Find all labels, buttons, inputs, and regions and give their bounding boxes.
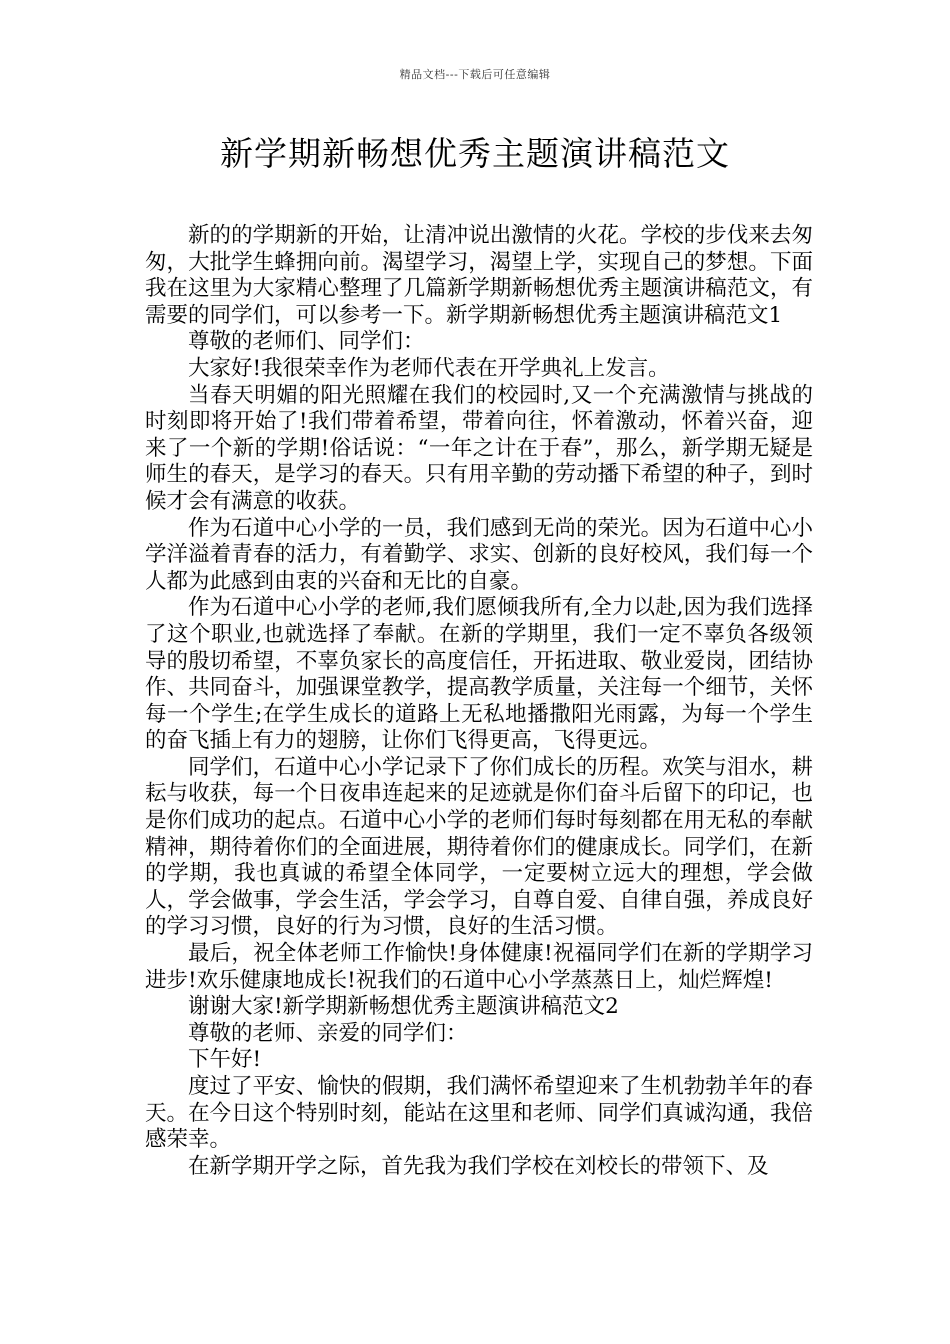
paragraph: 尊敬的老师、亲爱的同学们： [188,1020,468,1046]
paragraph: 当春天明媚的阳光照耀在我们的校园时,又一个充满激情与挑战的时刻即将开始了!我们带着希望，带着向往，怀着激动，怀着兴奋，迎来了一个新的学期!俗话说：“一年之计在于春”，那么，新学期无疑是师生的春天，是学习的春天。只有用辛勤的劳动播下希望的种子，到时候才会有满意的收获。 [145,382,813,514]
document-title: 新学期新畅想优秀主题演讲稿范文 [220,134,730,173]
paragraph: 同学们，石道中心小学记录下了你们成长的历程。欢笑与泪水，耕耘与收获，每一个日夜串连起来的足迹就是你们奋斗后留下的印记，也是你们成功的起点。石道中心小学的老师们每时每刻都在用无私的奉献精神，期待着你们的全面进展，期待着你们的健康成长。同学们，在新的学期，我也真诚的希望全体同学，一定要树立远大的理想，学会做人，学会做事，学会生活，学会学习，自尊自爱、自律自强，养成良好的学习习惯，良好的行为习惯，良好的生活习惯。 [145,754,813,940]
paragraph: 在新学期开学之际，首先我为我们学校在刘校长的带领下、及 [188,1153,769,1179]
paragraph: 大家好!我很荣幸作为老师代表在开学典礼上发言。 [188,355,670,381]
paragraph: 作为石道中心小学的老师,我们愿倾我所有,全力以赴,因为我们选择了这个职业,也就选择了奉献。在新的学期里，我们一定不辜负各级领导的殷切希望，不辜负家长的高度信任，开拓进取、敬业爱岗，团结协作、共同奋斗，加强课堂教学，提高教学质量，关注每一个细节，关怀每一个学生;在学生成长的道路上无私地播撒阳光雨露，为每一个学生的奋飞插上有力的翅膀，让你们飞得更高，飞得更远。 [145,595,813,754]
paragraph: 度过了平安、愉快的假期，我们满怀希望迎来了生机勃勃羊年的春天。在今日这个特别时刻，能站在这里和老师、同学们真诚沟通，我倍感荣幸。 [145,1074,813,1153]
paragraph: 最后，祝全体老师工作愉快!身体健康!祝福同学们在新的学期学习进步!欢乐健康地成长!祝我们的石道中心小学蒸蒸日上，灿烂辉煌! [145,941,813,993]
header-note: 精品文档---下载后可任意编辑 [399,68,551,81]
paragraph: 新的的学期新的开始，让清冲说出激情的火花。学校的步伐来去匆匆，大批学生蜂拥向前。渴望学习，渴望上学，实现自己的梦想。下面我在这里为大家精心整理了几篇新学期新畅想优秀主题演讲稿范文，有需要的同学们，可以参考一下。新学期新畅想优秀主题演讲稿范文1 [145,223,813,328]
paragraph: 作为石道中心小学的一员，我们感到无尚的荣光。因为石道中心小学洋溢着青春的活力，有着勤学、求实、创新的良好校风，我们每一个人都为此感到由衷的兴奋和无比的自豪。 [145,515,813,594]
paragraph: 下午好! [188,1047,262,1073]
paragraph: 尊敬的老师们、同学们： [188,329,425,355]
document-body [145,223,813,1180]
paragraph: 谢谢大家!新学期新畅想优秀主题演讲稿范文2 [188,994,619,1020]
